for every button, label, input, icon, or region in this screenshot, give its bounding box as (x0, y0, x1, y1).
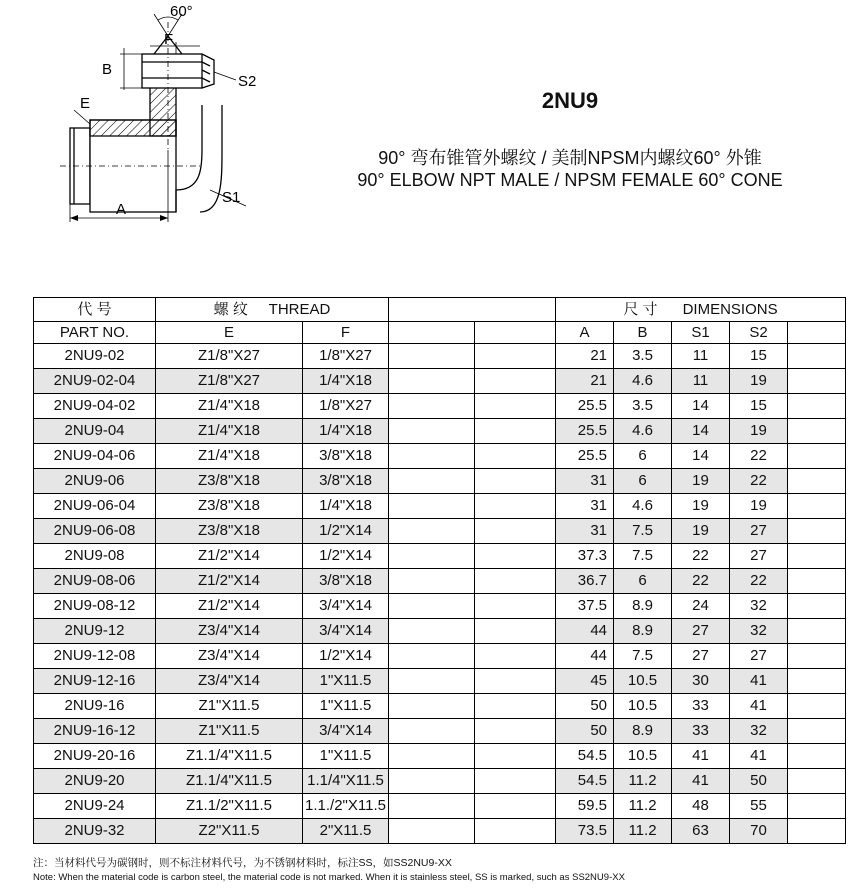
cell-s2: 15 (730, 394, 788, 419)
cell-blank (788, 594, 846, 619)
cell-s2: 27 (730, 519, 788, 544)
cell-part: 2NU9-08-12 (34, 594, 156, 619)
elbow-fitting-drawing (50, 0, 290, 230)
cell-blank (788, 444, 846, 469)
label-s1: S1 (222, 189, 241, 206)
cell-s1: 63 (672, 819, 730, 844)
table-row (34, 694, 846, 719)
cell-blank (389, 769, 475, 794)
header-col-f: F (303, 322, 389, 344)
cell-b: 10.5 (614, 744, 672, 769)
cell-a: 54.5 (556, 769, 614, 794)
cell-f: 1/2"X14 (303, 519, 389, 544)
cell-blank (788, 644, 846, 669)
header-col-b: B (614, 322, 672, 344)
cell-f: 3/4"X14 (303, 619, 389, 644)
cell-s1: 11 (672, 369, 730, 394)
cell-b: 7.5 (614, 644, 672, 669)
table-row (34, 594, 846, 619)
cell-part: 2NU9-24 (34, 794, 156, 819)
header-col-s1: S1 (672, 322, 730, 344)
cell-e: Z1"X11.5 (156, 694, 303, 719)
cell-a: 50 (556, 694, 614, 719)
cell-blank (389, 669, 475, 694)
cell-a: 37.5 (556, 594, 614, 619)
cell-b: 3.5 (614, 344, 672, 369)
cell-s2: 41 (730, 744, 788, 769)
label-f: F (164, 31, 174, 48)
cell-blank (389, 694, 475, 719)
cell-part: 2NU9-12-16 (34, 669, 156, 694)
cell-blank (788, 569, 846, 594)
cell-blank (475, 744, 556, 769)
cell-part: 2NU9-06-04 (34, 494, 156, 519)
cell-b: 7.5 (614, 519, 672, 544)
cell-blank (788, 669, 846, 694)
cell-b: 11.2 (614, 794, 672, 819)
cell-blank (475, 719, 556, 744)
cell-a: 37.3 (556, 544, 614, 569)
cell-blank (475, 694, 556, 719)
header-col-a: A (556, 322, 614, 344)
cell-s1: 19 (672, 519, 730, 544)
cell-f: 3/8"X18 (303, 569, 389, 594)
cell-a: 31 (556, 494, 614, 519)
cell-a: 31 (556, 519, 614, 544)
cell-blank (788, 344, 846, 369)
cell-f: 1"X11.5 (303, 694, 389, 719)
header-part-cn: 代 号 (34, 298, 156, 322)
header-blank-1 (389, 322, 475, 344)
header-blank-3 (788, 322, 846, 344)
cell-blank (389, 444, 475, 469)
table-row (34, 469, 846, 494)
cell-part: 2NU9-16 (34, 694, 156, 719)
table-row (34, 569, 846, 594)
cell-e: Z3/4"X14 (156, 644, 303, 669)
cell-e: Z3/8"X18 (156, 519, 303, 544)
cell-blank (475, 644, 556, 669)
header-part-en: PART NO. (34, 322, 156, 344)
cell-e: Z1/4"X18 (156, 394, 303, 419)
note-en: Note: When the material code is carbon steel, the material code is not marked. When it is stainless steel, SS is marked, such as SS2NU9-XX (33, 872, 625, 883)
cell-part: 2NU9-16-12 (34, 719, 156, 744)
cell-f: 1/2"X14 (303, 544, 389, 569)
cell-f: 1.1/4"X11.5 (303, 769, 389, 794)
cell-e: Z2"X11.5 (156, 819, 303, 844)
cell-a: 50 (556, 719, 614, 744)
cell-part: 2NU9-06 (34, 469, 156, 494)
cell-s2: 22 (730, 469, 788, 494)
table-row (34, 369, 846, 394)
cell-e: Z1/8"X27 (156, 344, 303, 369)
header-blank (389, 298, 556, 322)
cell-blank (475, 394, 556, 419)
cell-s2: 32 (730, 594, 788, 619)
cell-part: 2NU9-02-04 (34, 369, 156, 394)
cell-blank (788, 694, 846, 719)
cell-a: 25.5 (556, 394, 614, 419)
cell-s2: 19 (730, 419, 788, 444)
cell-s1: 27 (672, 644, 730, 669)
cell-blank (475, 419, 556, 444)
cell-b: 8.9 (614, 594, 672, 619)
cell-s1: 41 (672, 744, 730, 769)
specification-table (33, 297, 846, 844)
cell-s2: 22 (730, 569, 788, 594)
cell-blank (389, 569, 475, 594)
cell-f: 3/8"X18 (303, 444, 389, 469)
cell-part: 2NU9-20-16 (34, 744, 156, 769)
product-code-title: 2NU9 (541, 88, 599, 113)
product-description-en: 90° ELBOW NPT MALE / NPSM FEMALE 60° CONE (357, 170, 783, 190)
cell-s1: 27 (672, 619, 730, 644)
cell-blank (389, 469, 475, 494)
cell-e: Z1.1/2"X11.5 (156, 794, 303, 819)
cell-b: 6 (614, 469, 672, 494)
cell-b: 3.5 (614, 394, 672, 419)
cell-blank (475, 819, 556, 844)
cell-blank (475, 469, 556, 494)
cell-f: 1/4"X18 (303, 369, 389, 394)
cell-a: 54.5 (556, 744, 614, 769)
cell-blank (389, 644, 475, 669)
cell-b: 8.9 (614, 719, 672, 744)
cell-blank (475, 544, 556, 569)
cell-s1: 48 (672, 794, 730, 819)
cell-blank (788, 519, 846, 544)
cell-a: 21 (556, 369, 614, 394)
cell-blank (475, 444, 556, 469)
cell-f: 1/8"X27 (303, 344, 389, 369)
cell-f: 1"X11.5 (303, 744, 389, 769)
cell-blank (788, 469, 846, 494)
cell-blank (788, 494, 846, 519)
table-row (34, 494, 846, 519)
header-thread: 螺 纹 THREAD (156, 298, 389, 322)
cell-part: 2NU9-04-02 (34, 394, 156, 419)
header-dimensions: 尺 寸 DIMENSIONS (556, 298, 846, 322)
cell-a: 59.5 (556, 794, 614, 819)
cell-f: 1/8"X27 (303, 394, 389, 419)
table-row (34, 444, 846, 469)
cell-f: 1.1./2"X11.5 (303, 794, 389, 819)
cell-f: 1"X11.5 (303, 669, 389, 694)
cell-a: 25.5 (556, 419, 614, 444)
label-s2: S2 (238, 73, 257, 90)
cell-s2: 70 (730, 819, 788, 844)
cell-part: 2NU9-08 (34, 544, 156, 569)
cell-blank (389, 794, 475, 819)
cell-s1: 14 (672, 394, 730, 419)
cell-blank (389, 494, 475, 519)
cell-f: 1/2"X14 (303, 644, 389, 669)
cell-b: 6 (614, 444, 672, 469)
cell-blank (475, 669, 556, 694)
cell-part: 2NU9-32 (34, 819, 156, 844)
cell-s2: 32 (730, 619, 788, 644)
product-description-cn: 90° 弯布锥管外螺纹 / 美制NPSM内螺纹60° 外锥 (378, 148, 762, 168)
cell-s1: 14 (672, 444, 730, 469)
header-col-s2: S2 (730, 322, 788, 344)
cell-part: 2NU9-06-08 (34, 519, 156, 544)
cell-s2: 15 (730, 344, 788, 369)
cell-f: 2"X11.5 (303, 819, 389, 844)
cell-f: 1/4"X18 (303, 494, 389, 519)
cell-f: 3/4"X14 (303, 719, 389, 744)
cell-blank (475, 769, 556, 794)
cell-part: 2NU9-12-08 (34, 644, 156, 669)
cell-s2: 19 (730, 494, 788, 519)
cell-blank (389, 544, 475, 569)
cell-e: Z1"X11.5 (156, 719, 303, 744)
cell-b: 10.5 (614, 669, 672, 694)
cell-f: 1/4"X18 (303, 419, 389, 444)
cell-s1: 14 (672, 419, 730, 444)
cell-s1: 11 (672, 344, 730, 369)
cell-b: 4.6 (614, 494, 672, 519)
cell-e: Z3/4"X14 (156, 619, 303, 644)
cell-s1: 22 (672, 569, 730, 594)
cell-e: Z1.1/4"X11.5 (156, 744, 303, 769)
cell-b: 7.5 (614, 544, 672, 569)
cell-e: Z1/4"X18 (156, 444, 303, 469)
cell-part: 2NU9-04-06 (34, 444, 156, 469)
header-col-e: E (156, 322, 303, 344)
cell-blank (389, 394, 475, 419)
cell-e: Z3/8"X18 (156, 494, 303, 519)
cell-a: 25.5 (556, 444, 614, 469)
cell-blank (389, 419, 475, 444)
cell-blank (788, 794, 846, 819)
cell-s2: 27 (730, 644, 788, 669)
table-row (34, 819, 846, 844)
cell-b: 4.6 (614, 419, 672, 444)
cell-blank (475, 794, 556, 819)
header-blank-2 (475, 322, 556, 344)
cell-e: Z1/4"X18 (156, 419, 303, 444)
note-cn: 注：当材料代号为碳钢时，则不标注材料代号，为不锈钢材料时，标注SS，如SS2NU9-XX (33, 857, 452, 869)
cell-s1: 33 (672, 719, 730, 744)
cell-blank (788, 769, 846, 794)
cell-blank (475, 344, 556, 369)
cell-blank (475, 519, 556, 544)
cell-blank (788, 544, 846, 569)
cell-part: 2NU9-04 (34, 419, 156, 444)
table-row (34, 419, 846, 444)
cell-a: 21 (556, 344, 614, 369)
cell-blank (475, 369, 556, 394)
cell-s1: 24 (672, 594, 730, 619)
cell-a: 44 (556, 619, 614, 644)
cell-blank (475, 594, 556, 619)
table-row (34, 394, 846, 419)
cell-f: 3/8"X18 (303, 469, 389, 494)
cell-e: Z1/8"X27 (156, 369, 303, 394)
label-a: A (116, 201, 127, 218)
cell-blank (389, 519, 475, 544)
cell-blank (475, 494, 556, 519)
cell-b: 11.2 (614, 819, 672, 844)
cell-s2: 55 (730, 794, 788, 819)
cell-blank (788, 619, 846, 644)
cell-blank (788, 419, 846, 444)
cell-part: 2NU9-20 (34, 769, 156, 794)
cell-part: 2NU9-02 (34, 344, 156, 369)
cell-blank (475, 569, 556, 594)
table-row (34, 644, 846, 669)
table-row (34, 719, 846, 744)
cell-e: Z1/2"X14 (156, 594, 303, 619)
cell-s2: 22 (730, 444, 788, 469)
cell-e: Z3/8"X18 (156, 469, 303, 494)
table-row (34, 794, 846, 819)
cell-blank (389, 744, 475, 769)
cell-blank (788, 744, 846, 769)
cell-blank (788, 719, 846, 744)
cell-b: 8.9 (614, 619, 672, 644)
cell-blank (389, 619, 475, 644)
table-row (34, 344, 846, 369)
table-row (34, 769, 846, 794)
table-row (34, 519, 846, 544)
cell-blank (389, 594, 475, 619)
cell-s1: 19 (672, 494, 730, 519)
cell-blank (788, 819, 846, 844)
cell-part: 2NU9-12 (34, 619, 156, 644)
cell-e: Z1/2"X14 (156, 544, 303, 569)
label-e: E (80, 95, 91, 112)
table-row (34, 669, 846, 694)
cell-s2: 41 (730, 694, 788, 719)
cell-f: 3/4"X14 (303, 594, 389, 619)
cell-s1: 22 (672, 544, 730, 569)
cell-blank (475, 619, 556, 644)
cell-blank (389, 719, 475, 744)
cell-a: 36.7 (556, 569, 614, 594)
cell-s2: 19 (730, 369, 788, 394)
cell-blank (389, 344, 475, 369)
cell-b: 6 (614, 569, 672, 594)
cell-e: Z1.1/4"X11.5 (156, 769, 303, 794)
cell-s2: 27 (730, 544, 788, 569)
cell-s1: 30 (672, 669, 730, 694)
cell-blank (788, 369, 846, 394)
cell-a: 45 (556, 669, 614, 694)
cell-blank (389, 369, 475, 394)
cell-s2: 50 (730, 769, 788, 794)
cell-s1: 19 (672, 469, 730, 494)
cell-blank (788, 394, 846, 419)
cell-s2: 32 (730, 719, 788, 744)
cell-e: Z3/4"X14 (156, 669, 303, 694)
table-row (34, 544, 846, 569)
cell-b: 4.6 (614, 369, 672, 394)
cell-b: 11.2 (614, 769, 672, 794)
table-row (34, 744, 846, 769)
cell-blank (389, 819, 475, 844)
cell-a: 44 (556, 644, 614, 669)
cell-a: 73.5 (556, 819, 614, 844)
cell-s1: 33 (672, 694, 730, 719)
cell-s1: 41 (672, 769, 730, 794)
cell-a: 31 (556, 469, 614, 494)
cell-b: 10.5 (614, 694, 672, 719)
cell-part: 2NU9-08-06 (34, 569, 156, 594)
label-angle: 60° (170, 3, 193, 20)
label-b: B (102, 61, 113, 78)
cell-e: Z1/2"X14 (156, 569, 303, 594)
cell-s2: 41 (730, 669, 788, 694)
table-row (34, 619, 846, 644)
